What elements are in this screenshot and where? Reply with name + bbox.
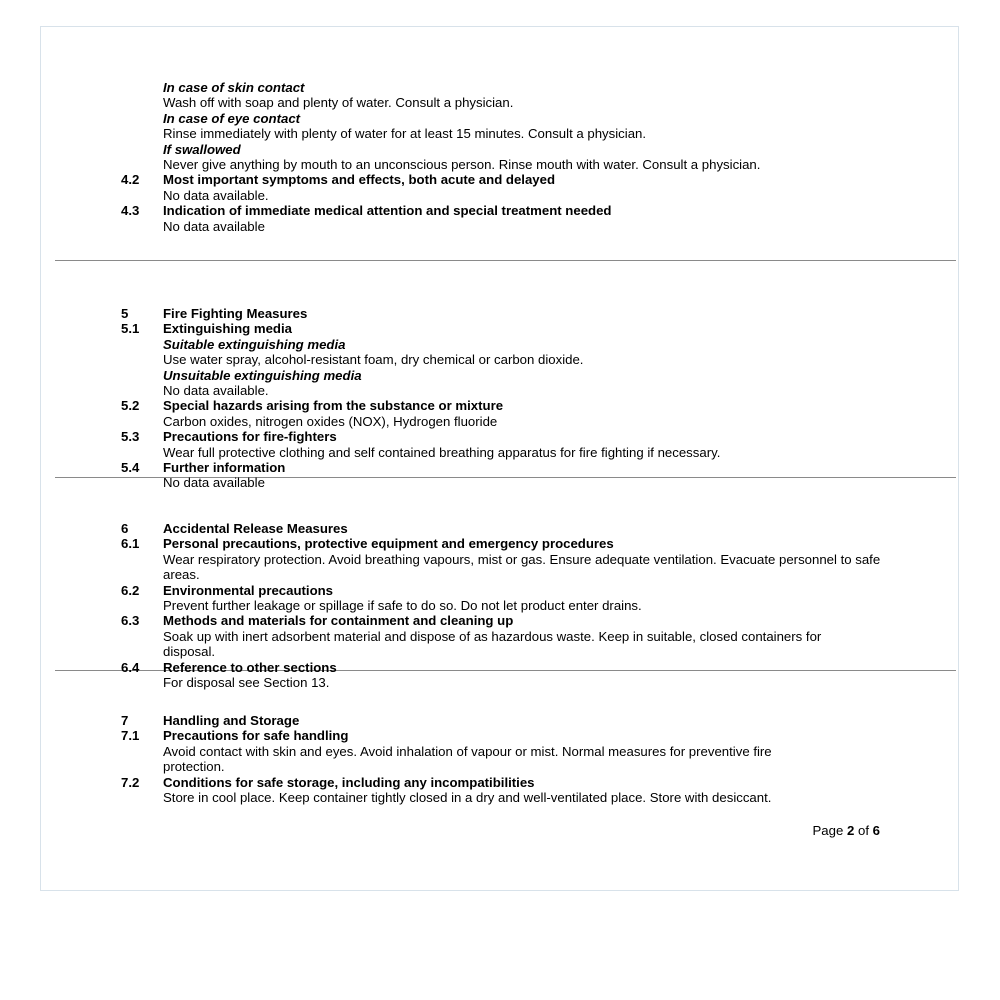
- subsection-heading: Conditions for safe storage, including any incompatibilities: [163, 774, 535, 790]
- section-6: [121, 521, 901, 690]
- subsection-number: 7.1: [121, 728, 140, 744]
- section-6-header: [121, 521, 901, 536]
- skin-contact-text: Wash off with soap and plenty of water. Consult a physician.: [163, 95, 514, 111]
- skin-contact-heading: In case of skin contact: [163, 80, 305, 95]
- subsection-7-1: [121, 728, 901, 743]
- subsection-heading: Most important symptoms and effects, both acute and delayed: [163, 172, 556, 188]
- subsection-heading: Special hazards arising from the substance or mixture: [163, 398, 504, 414]
- subsection-4-3: [121, 203, 901, 218]
- subsection-heading: Extinguishing media: [163, 321, 292, 337]
- subsection-number: 6.2: [121, 582, 140, 598]
- subsection-6-4-text: For disposal see Section 13.: [163, 675, 330, 691]
- suitable-media-text: Use water spray, alcohol-resistant foam, dry chemical or carbon dioxide.: [163, 352, 584, 368]
- document-page: [40, 26, 959, 891]
- section-7-header: [121, 713, 901, 728]
- section-4-continued: [121, 80, 901, 234]
- subsection-6-4: [121, 660, 901, 675]
- subsection-heading: Methods and materials for containment and cleaning up: [163, 613, 514, 629]
- subsection-7-2: [121, 775, 901, 790]
- swallowed-heading: If swallowed: [163, 141, 241, 157]
- subsection-4-2: [121, 172, 901, 187]
- subsection-6-1-text: Wear respiratory protection. Avoid breathing vapours, mist or gas. Ensure adequate ventilation. Evacuate personnel to safe areas.: [163, 551, 881, 583]
- unsuitable-media-text: No data available.: [163, 383, 269, 399]
- subsection-6-3-text: Soak up with inert adsorbent material and dispose of as hazardous waste. Keep in suitable, closed containers for disposal.: [163, 628, 822, 660]
- section-number: 7: [121, 713, 129, 728]
- subsection-number: 6.3: [121, 613, 140, 629]
- subsection-6-2-text: Prevent further leakage or spillage if safe to do so. Do not let product enter drains.: [163, 598, 642, 614]
- page-word: Page: [812, 823, 844, 838]
- section-7: [121, 713, 901, 805]
- subsection-6-1: [121, 536, 901, 551]
- section-5: [121, 306, 901, 491]
- suitable-media-heading: Suitable extinguishing media: [163, 336, 346, 352]
- subsection-number: 7.2: [121, 774, 140, 790]
- subsection-heading: Indication of immediate medical attention and special treatment needed: [163, 203, 612, 219]
- section-number: 6: [121, 521, 129, 536]
- section-number: 5: [121, 306, 129, 321]
- swallowed-text: Never give anything by mouth to an unconscious person. Rinse mouth with water. Consult a physician.: [163, 157, 761, 173]
- subsection-4-2-text: No data available.: [163, 187, 269, 203]
- subsection-number: 6.1: [121, 536, 140, 552]
- subsection-5-1: [121, 321, 901, 336]
- page-current: 2: [846, 823, 855, 838]
- divider-before-section-5: [55, 260, 956, 261]
- subsection-number: 5.4: [121, 460, 140, 476]
- subsection-5-2-text: Carbon oxides, nitrogen oxides (NOX), Hydrogen fluoride: [163, 413, 498, 429]
- subsection-number: 5.3: [121, 429, 140, 445]
- page-number: [812, 823, 880, 838]
- subsection-heading: Further information: [163, 460, 286, 476]
- subsection-5-3: [121, 429, 901, 444]
- subsection-5-4-text: No data available: [163, 475, 265, 491]
- subsection-number: 6.4: [121, 659, 140, 675]
- subsection-6-3: [121, 613, 901, 628]
- subsection-number: 4.2: [121, 172, 140, 188]
- subsection-heading: Personal precautions, protective equipment and emergency procedures: [163, 536, 614, 552]
- subsection-6-2: [121, 583, 901, 598]
- section-heading: Accidental Release Measures: [163, 521, 348, 536]
- subsection-number: 4.3: [121, 203, 140, 219]
- section-heading: Fire Fighting Measures: [163, 306, 308, 321]
- unsuitable-media-heading: Unsuitable extinguishing media: [163, 367, 362, 383]
- page-total: 6: [872, 823, 880, 838]
- page-of: of: [857, 823, 869, 838]
- subsection-5-3-text: Wear full protective clothing and self contained breathing apparatus for fire fighting if necessary.: [163, 444, 721, 460]
- subsection-heading: Precautions for safe handling: [163, 728, 349, 744]
- subsection-5-4: [121, 460, 901, 475]
- subsection-number: 5.1: [121, 321, 140, 337]
- subsection-heading: Precautions for fire-fighters: [163, 429, 337, 445]
- subsection-7-1-text: Avoid contact with skin and eyes. Avoid inhalation of vapour or mist. Normal measures for preventive fire protection.: [163, 743, 772, 775]
- subsection-heading: Environmental precautions: [163, 582, 334, 598]
- subsection-number: 5.2: [121, 398, 140, 414]
- section-heading: Handling and Storage: [163, 713, 300, 728]
- eye-contact-text: Rinse immediately with plenty of water for at least 15 minutes. Consult a physician.: [163, 126, 647, 142]
- section-5-header: [121, 306, 901, 321]
- eye-contact-heading: In case of eye contact: [163, 110, 301, 126]
- subsection-5-2: [121, 398, 901, 413]
- subsection-7-2-text: Store in cool place. Keep container tightly closed in a dry and well-ventilated place. Store with desiccant.: [163, 790, 772, 806]
- subsection-4-3-text: No data available: [163, 218, 265, 234]
- subsection-heading: Reference to other sections: [163, 659, 337, 675]
